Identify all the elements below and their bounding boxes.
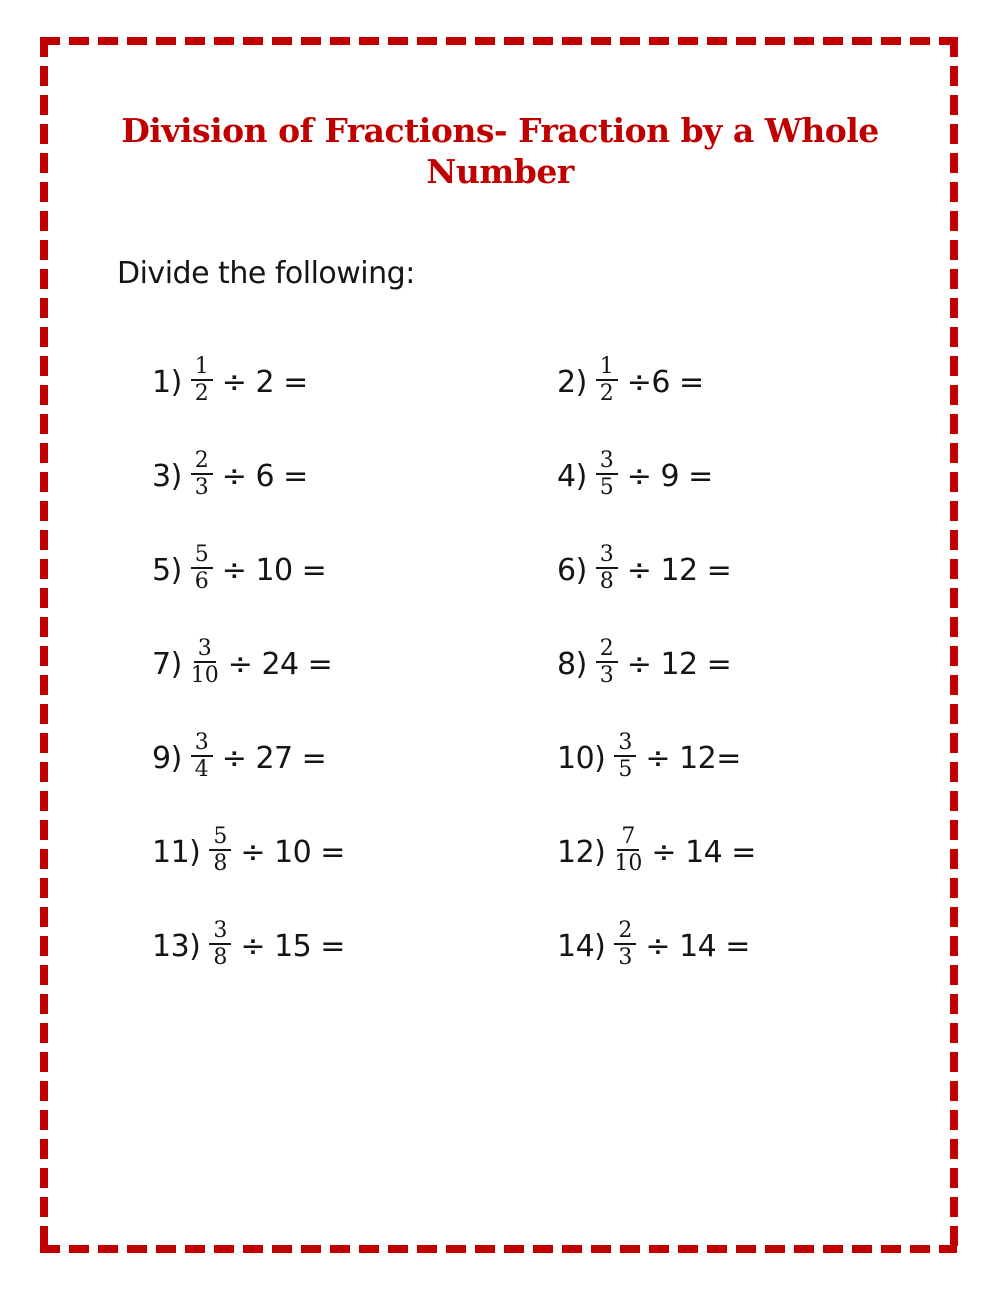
problem-expression: ÷ 10 = [240, 834, 345, 870]
fraction [209, 919, 231, 969]
fraction [614, 919, 636, 969]
problem-number: 7) [152, 646, 182, 682]
fraction [596, 543, 618, 593]
fraction [614, 731, 636, 781]
problem-expression: ÷ 24 = [227, 646, 333, 682]
problem-number: 4) [557, 458, 587, 494]
fraction-denominator: 6 [194, 569, 209, 594]
problem-number: 10) [557, 740, 606, 776]
problem-number: 13) [152, 928, 201, 964]
fraction-numerator: 7 [617, 825, 639, 851]
fraction-numerator: 3 [209, 919, 231, 945]
problem-13 [152, 917, 557, 971]
problem-number: 1) [152, 364, 182, 400]
fraction-numerator: 3 [596, 543, 618, 569]
fraction-denominator: 5 [618, 757, 633, 782]
dashed-border-bottom [40, 1245, 957, 1253]
fraction-denominator: 5 [599, 475, 614, 500]
problem-expression: ÷ 6 = [221, 458, 308, 494]
problem-11 [152, 823, 557, 877]
problem-number: 6) [557, 552, 587, 588]
fraction-numerator: 3 [191, 731, 213, 757]
fraction [191, 637, 219, 687]
fraction [596, 449, 618, 499]
fraction [209, 825, 231, 875]
worksheet-title [0, 110, 1000, 192]
problem-expression: ÷ 14 = [645, 928, 750, 964]
problem-1 [152, 353, 557, 407]
fraction-denominator: 3 [618, 945, 633, 970]
problem-expression: ÷ 9 = [626, 458, 713, 494]
problem-expression: ÷ 12 = [626, 552, 732, 588]
problem-number: 9) [152, 740, 182, 776]
problem-expression: ÷ 10 = [221, 552, 327, 588]
fraction-denominator: 3 [194, 475, 209, 500]
fraction-numerator: 3 [596, 449, 618, 475]
problem-3 [152, 447, 557, 501]
problem-number: 8) [557, 646, 587, 682]
fraction-numerator: 5 [209, 825, 231, 851]
problem-number: 5) [152, 552, 182, 588]
problem-expression: ÷ 12 = [626, 646, 732, 682]
dashed-border-top [40, 37, 957, 45]
fraction [191, 355, 213, 405]
fraction-denominator: 3 [599, 663, 614, 688]
fraction-denominator: 8 [213, 945, 228, 970]
fraction-denominator: 8 [599, 569, 614, 594]
problem-number: 14) [557, 928, 606, 964]
fraction [596, 637, 618, 687]
fraction [191, 543, 213, 593]
fraction-numerator: 3 [194, 637, 216, 663]
fraction [614, 825, 642, 875]
problem-6 [557, 541, 964, 595]
problem-10 [557, 729, 964, 783]
fraction-denominator: 10 [190, 663, 219, 688]
fraction [191, 731, 213, 781]
fraction-denominator: 8 [213, 851, 228, 876]
problems-grid [152, 335, 964, 993]
fraction [596, 355, 618, 405]
fraction-numerator: 3 [614, 731, 636, 757]
fraction-denominator: 4 [194, 757, 209, 782]
problem-expression: ÷6 = [626, 364, 704, 400]
problem-5 [152, 541, 557, 595]
problem-expression: ÷ 2 = [221, 364, 308, 400]
fraction-denominator: 2 [599, 381, 614, 406]
problem-number: 12) [557, 834, 606, 870]
fraction-numerator: 2 [191, 449, 213, 475]
problem-4 [557, 447, 964, 501]
fraction-denominator: 2 [194, 381, 209, 406]
fraction-numerator: 2 [614, 919, 636, 945]
problem-expression: ÷ 15 = [240, 928, 345, 964]
fraction-numerator: 1 [191, 355, 213, 381]
problem-expression: ÷ 27 = [221, 740, 327, 776]
problem-2 [557, 353, 964, 407]
fraction-numerator: 2 [596, 637, 618, 663]
problem-7 [152, 635, 557, 689]
dashed-border-left [40, 37, 48, 1253]
fraction [191, 449, 213, 499]
instruction-text: Divide the following: [117, 256, 415, 291]
problem-number: 3) [152, 458, 182, 494]
problem-number: 11) [152, 834, 201, 870]
problem-expression: ÷ 12= [645, 740, 741, 776]
problem-9 [152, 729, 557, 783]
problem-number: 2) [557, 364, 587, 400]
worksheet-title-line-2: Number [426, 152, 574, 191]
fraction-denominator: 10 [614, 851, 643, 876]
fraction-numerator: 1 [596, 355, 618, 381]
problem-expression: ÷ 14 = [651, 834, 756, 870]
fraction-numerator: 5 [191, 543, 213, 569]
problem-14 [557, 917, 964, 971]
problem-12 [557, 823, 964, 877]
problem-8 [557, 635, 964, 689]
worksheet-title-line-1: Division of Fractions- Fraction by a Whole [121, 111, 879, 150]
